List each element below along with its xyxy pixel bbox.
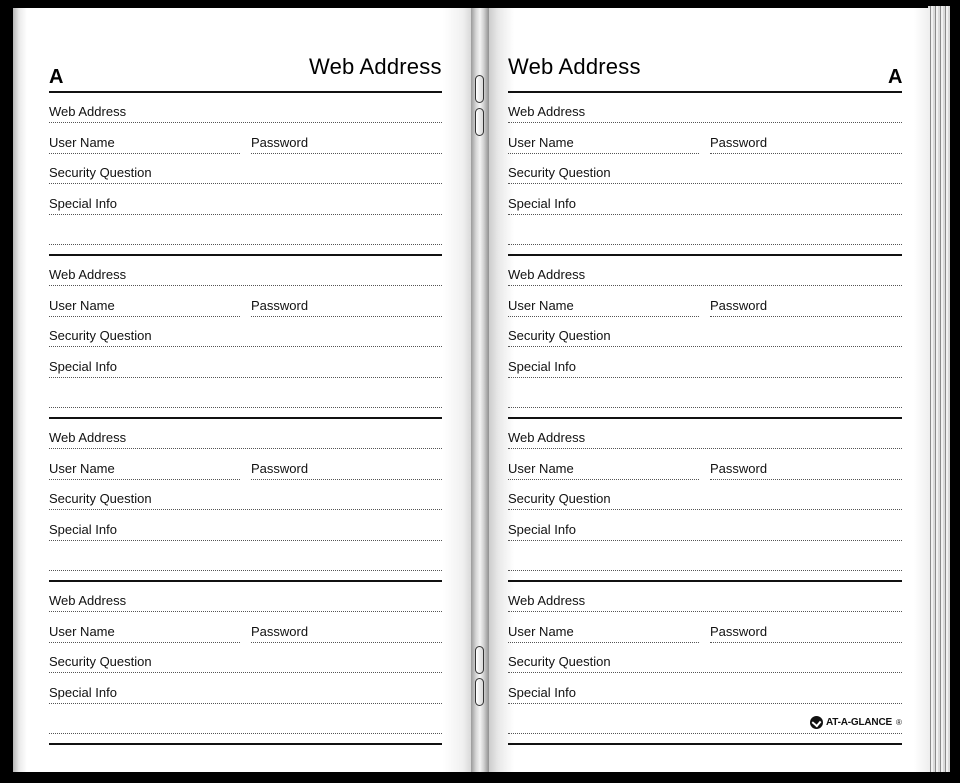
blank-line [508,733,902,734]
user-name-label: User Name [49,623,115,639]
password-label: Password [710,623,768,639]
web-address-line [508,122,902,123]
left-page-title: Web Address [309,54,442,79]
security-question-line [49,183,442,184]
registered-mark: ® [895,718,902,727]
password-line [710,316,902,317]
security-question-label: Security Question [49,165,152,180]
security-question-label: Security Question [508,491,611,506]
block-divider [49,417,442,419]
header-rule [49,91,442,93]
right-tab-letter: A [888,66,903,88]
special-info-line [508,540,902,541]
password-label: Password [710,460,768,476]
special-info-line [49,214,442,215]
web-address-line [49,448,442,449]
special-info-label: Special Info [49,358,117,374]
password-label: Password [710,297,768,313]
block-divider [508,743,902,745]
special-info-label: Special Info [49,684,117,700]
security-question-label: Security Question [49,491,152,506]
security-question-label: Security Question [49,654,152,669]
user-name-line [49,153,240,154]
web-address-label: Web Address [49,267,127,282]
left-tab-letter: A [49,66,64,88]
special-info-line [508,377,902,378]
security-question-label: Security Question [508,328,611,343]
password-line [251,479,442,480]
security-question-label: Security Question [508,165,611,180]
block-divider [508,254,902,256]
password-line [251,153,442,154]
special-info-label: Special Info [49,195,117,211]
checkmark-circle-icon [810,716,823,729]
web-address-line [49,611,442,612]
block-divider [49,580,442,582]
blank-line [508,244,902,245]
user-name-line [508,479,699,480]
special-info-label: Special Info [508,358,576,374]
block-divider [508,417,902,419]
special-info-label: Special Info [508,195,576,211]
security-question-label: Security Question [49,328,152,343]
password-line [251,316,442,317]
security-question-line [508,346,902,347]
security-question-line [508,509,902,510]
special-info-line [508,214,902,215]
security-question-line [49,346,442,347]
blank-line [49,244,442,245]
blank-line [508,407,902,408]
user-name-label: User Name [508,623,574,639]
block-divider [508,580,902,582]
right-page-title: Web Address [508,54,641,79]
user-name-line [508,642,699,643]
brand-logo [810,716,902,729]
web-address-line [508,448,902,449]
user-name-line [49,316,240,317]
user-name-label: User Name [49,460,115,476]
special-info-label: Special Info [508,521,576,537]
special-info-line [49,540,442,541]
web-address-line [49,122,442,123]
password-label: Password [251,134,309,150]
user-name-line [508,153,699,154]
password-line [710,479,902,480]
user-name-label: User Name [508,297,574,313]
web-address-label: Web Address [49,104,127,119]
user-name-line [49,642,240,643]
binder-ring [475,646,484,674]
block-divider [49,254,442,256]
blank-line [49,733,442,734]
page-edges [928,6,950,772]
web-address-label: Web Address [49,593,127,608]
user-name-label: User Name [508,134,574,150]
user-name-label: User Name [508,460,574,476]
password-label: Password [251,297,309,313]
web-address-label: Web Address [508,104,586,119]
password-line [710,153,902,154]
block-divider [49,743,442,745]
special-info-line [49,377,442,378]
header-rule [508,91,902,93]
special-info-label: Special Info [49,521,117,537]
blank-line [49,570,442,571]
blank-line [508,570,902,571]
web-address-label: Web Address [49,430,127,445]
binder-ring [475,75,484,103]
security-question-line [508,183,902,184]
special-info-line [508,703,902,704]
password-line [710,642,902,643]
brand-name: AT-A-GLANCE [826,717,892,728]
password-label: Password [710,134,768,150]
security-question-line [508,672,902,673]
web-address-line [508,611,902,612]
web-address-label: Web Address [508,593,586,608]
left-page [13,8,477,772]
special-info-line [49,703,442,704]
web-address-label: Web Address [508,267,586,282]
binder-ring [475,678,484,706]
user-name-line [508,316,699,317]
user-name-label: User Name [49,134,115,150]
binder-ring [475,108,484,136]
web-address-line [49,285,442,286]
security-question-line [49,672,442,673]
blank-line [49,407,442,408]
password-line [251,642,442,643]
security-question-line [49,509,442,510]
security-question-label: Security Question [508,654,611,669]
special-info-label: Special Info [508,684,576,700]
password-label: Password [251,623,309,639]
user-name-line [49,479,240,480]
web-address-line [508,285,902,286]
user-name-label: User Name [49,297,115,313]
right-page [484,8,930,772]
password-label: Password [251,460,309,476]
web-address-label: Web Address [508,430,586,445]
